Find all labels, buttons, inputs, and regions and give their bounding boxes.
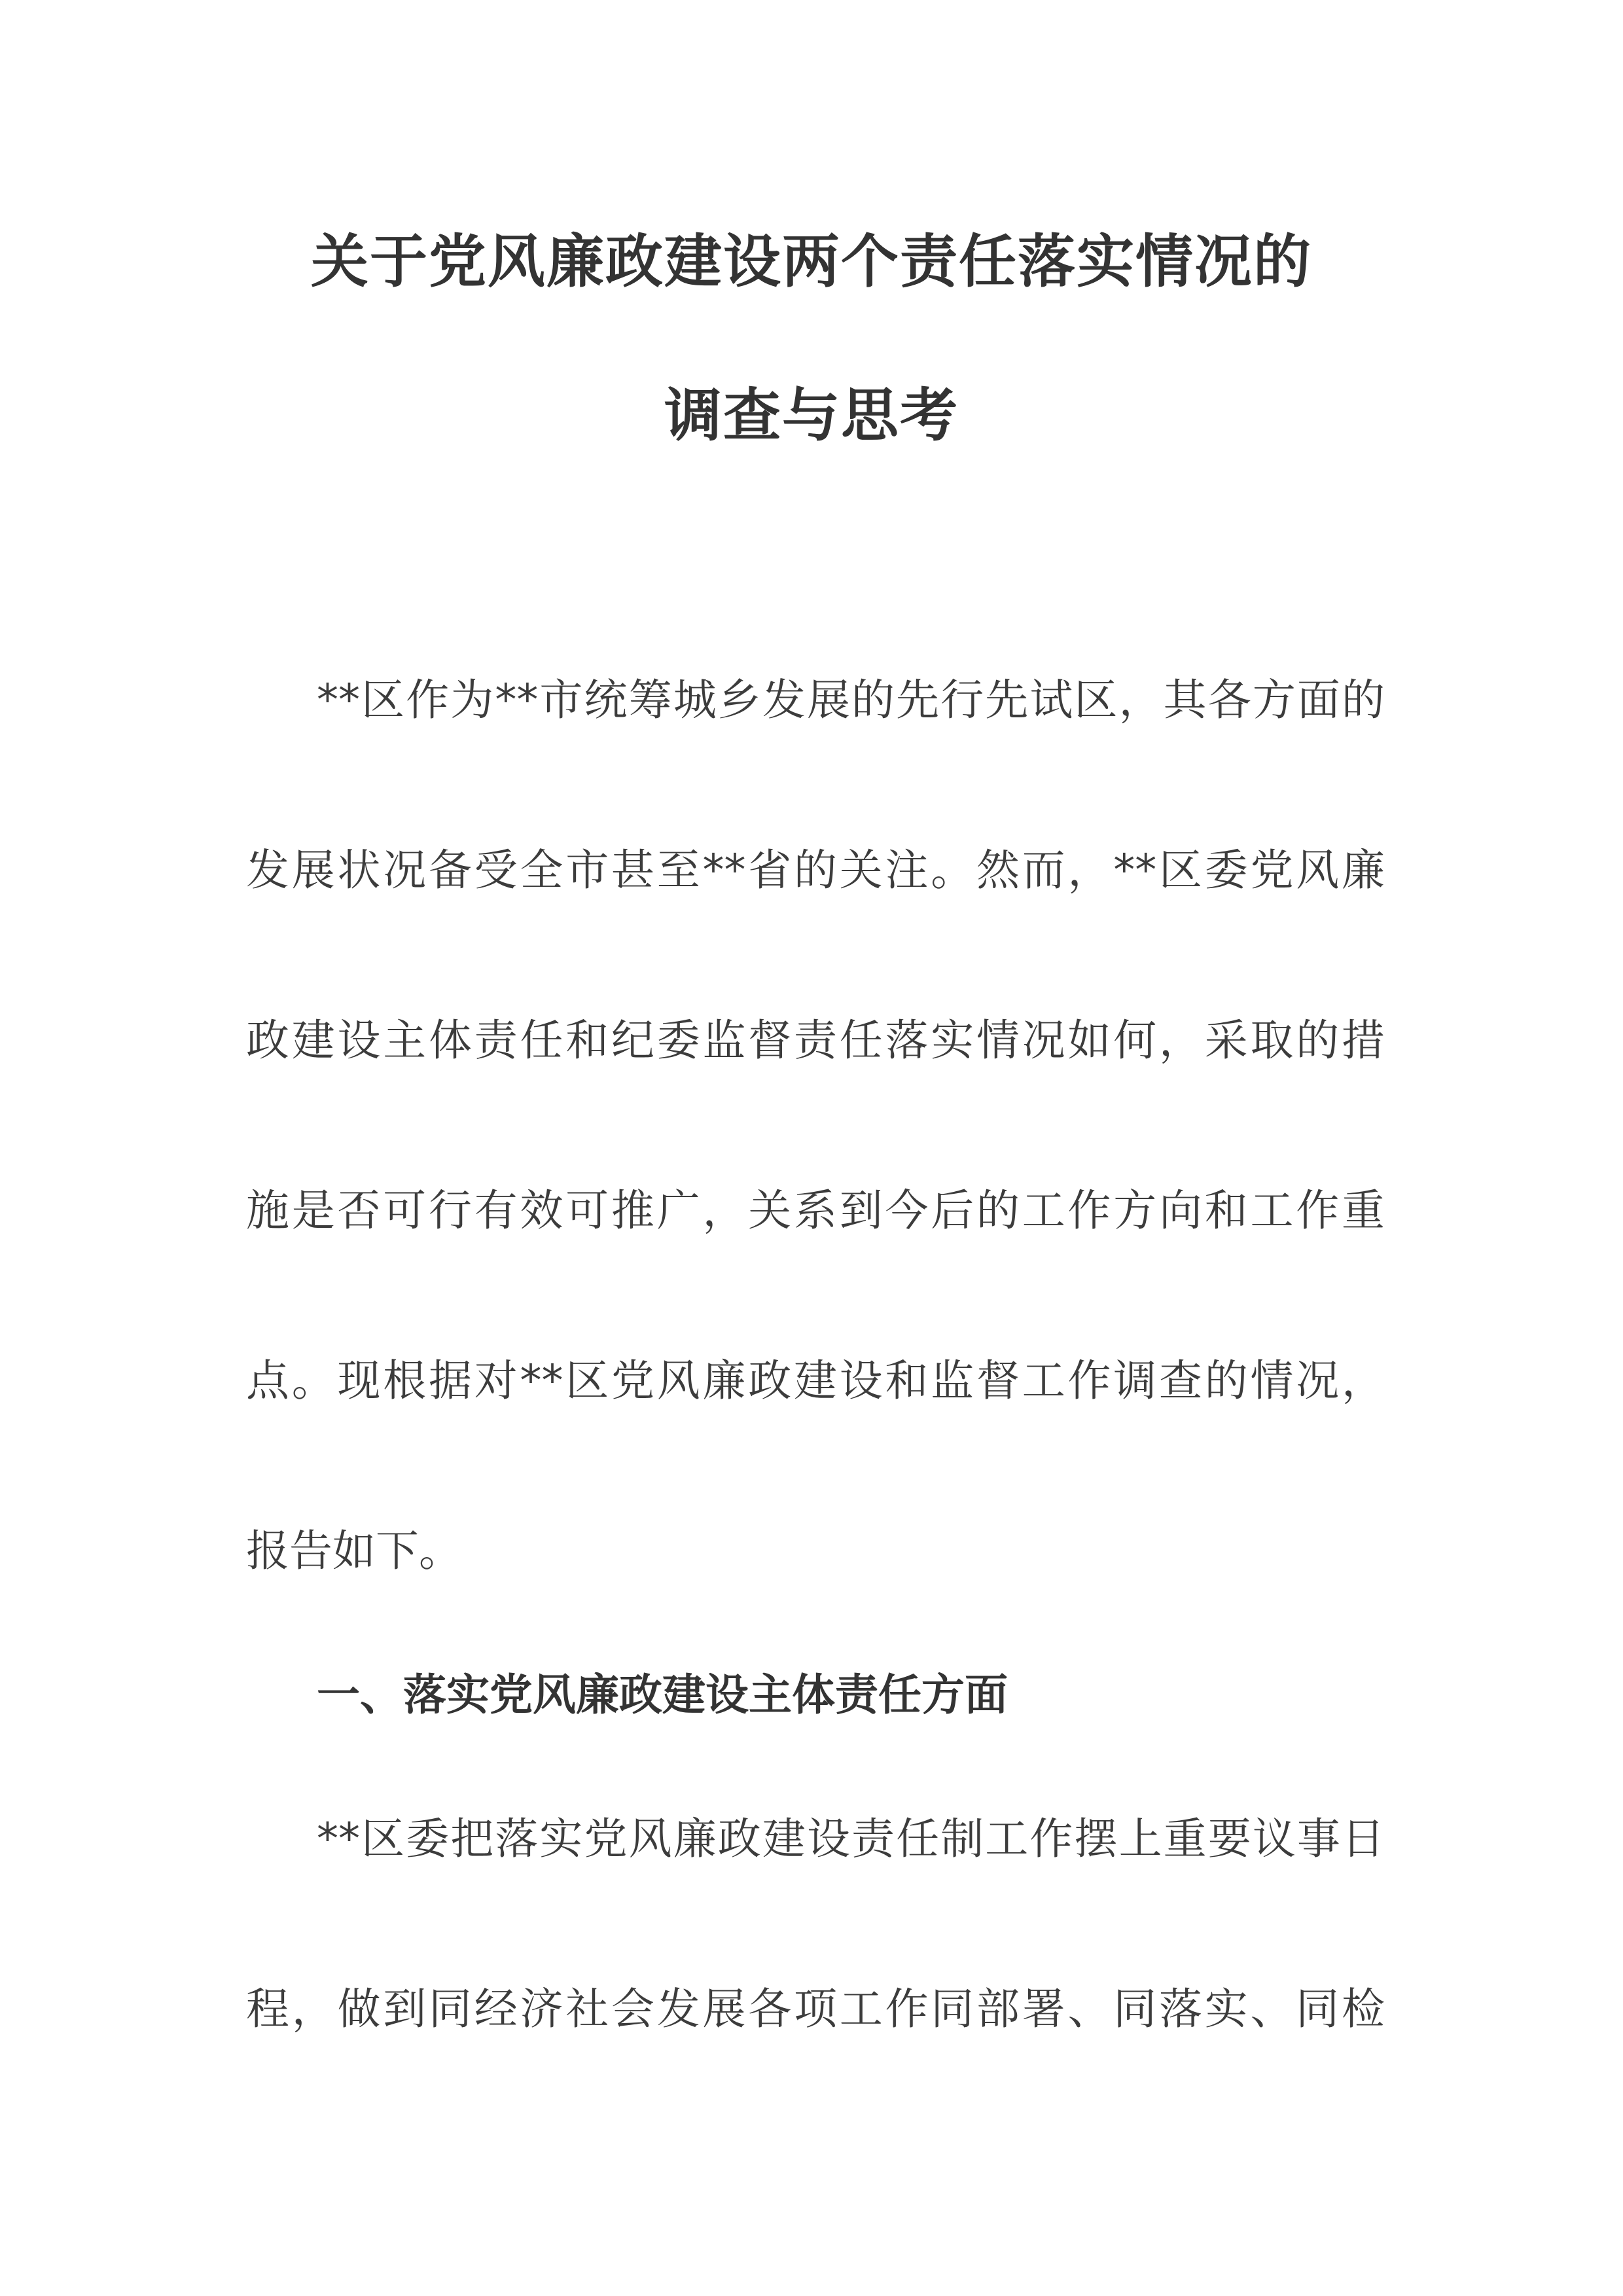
paragraph-1-line-2: 发展状况备受全市甚至**省的关注。然而，**区委党风廉 (246, 845, 1385, 895)
paragraph-1-line-1: **区作为**市统筹城乡发展的先行先试区，其各方面的 (317, 675, 1385, 725)
paragraph-2-line-1: **区委把落实党风廉政建设责任制工作摆上重要议事日 (317, 1814, 1385, 1864)
document-title-line-1: 关于党风廉政建设两个责任落实情况的 (310, 228, 1312, 295)
section-1-heading: 一、落实党风廉政建设主体责任方面 (317, 1670, 1008, 1720)
paragraph-1-line-6: 报告如下。 (246, 1526, 462, 1576)
paragraph-1-line-4: 施是否可行有效可推广，关系到今后的工作方向和工作重 (246, 1185, 1385, 1236)
paragraph-1-line-3: 政建设主体责任和纪委监督责任落实情况如何，采取的措 (246, 1015, 1385, 1066)
document-title-line-2: 调查与思考 (664, 382, 959, 449)
paragraph-2-line-2: 程，做到同经济社会发展各项工作同部署、同落实、同检 (246, 1984, 1385, 2034)
paragraph-1-line-5: 点。现根据对**区党风廉政建设和监督工作调查的情况， (246, 1355, 1385, 1406)
